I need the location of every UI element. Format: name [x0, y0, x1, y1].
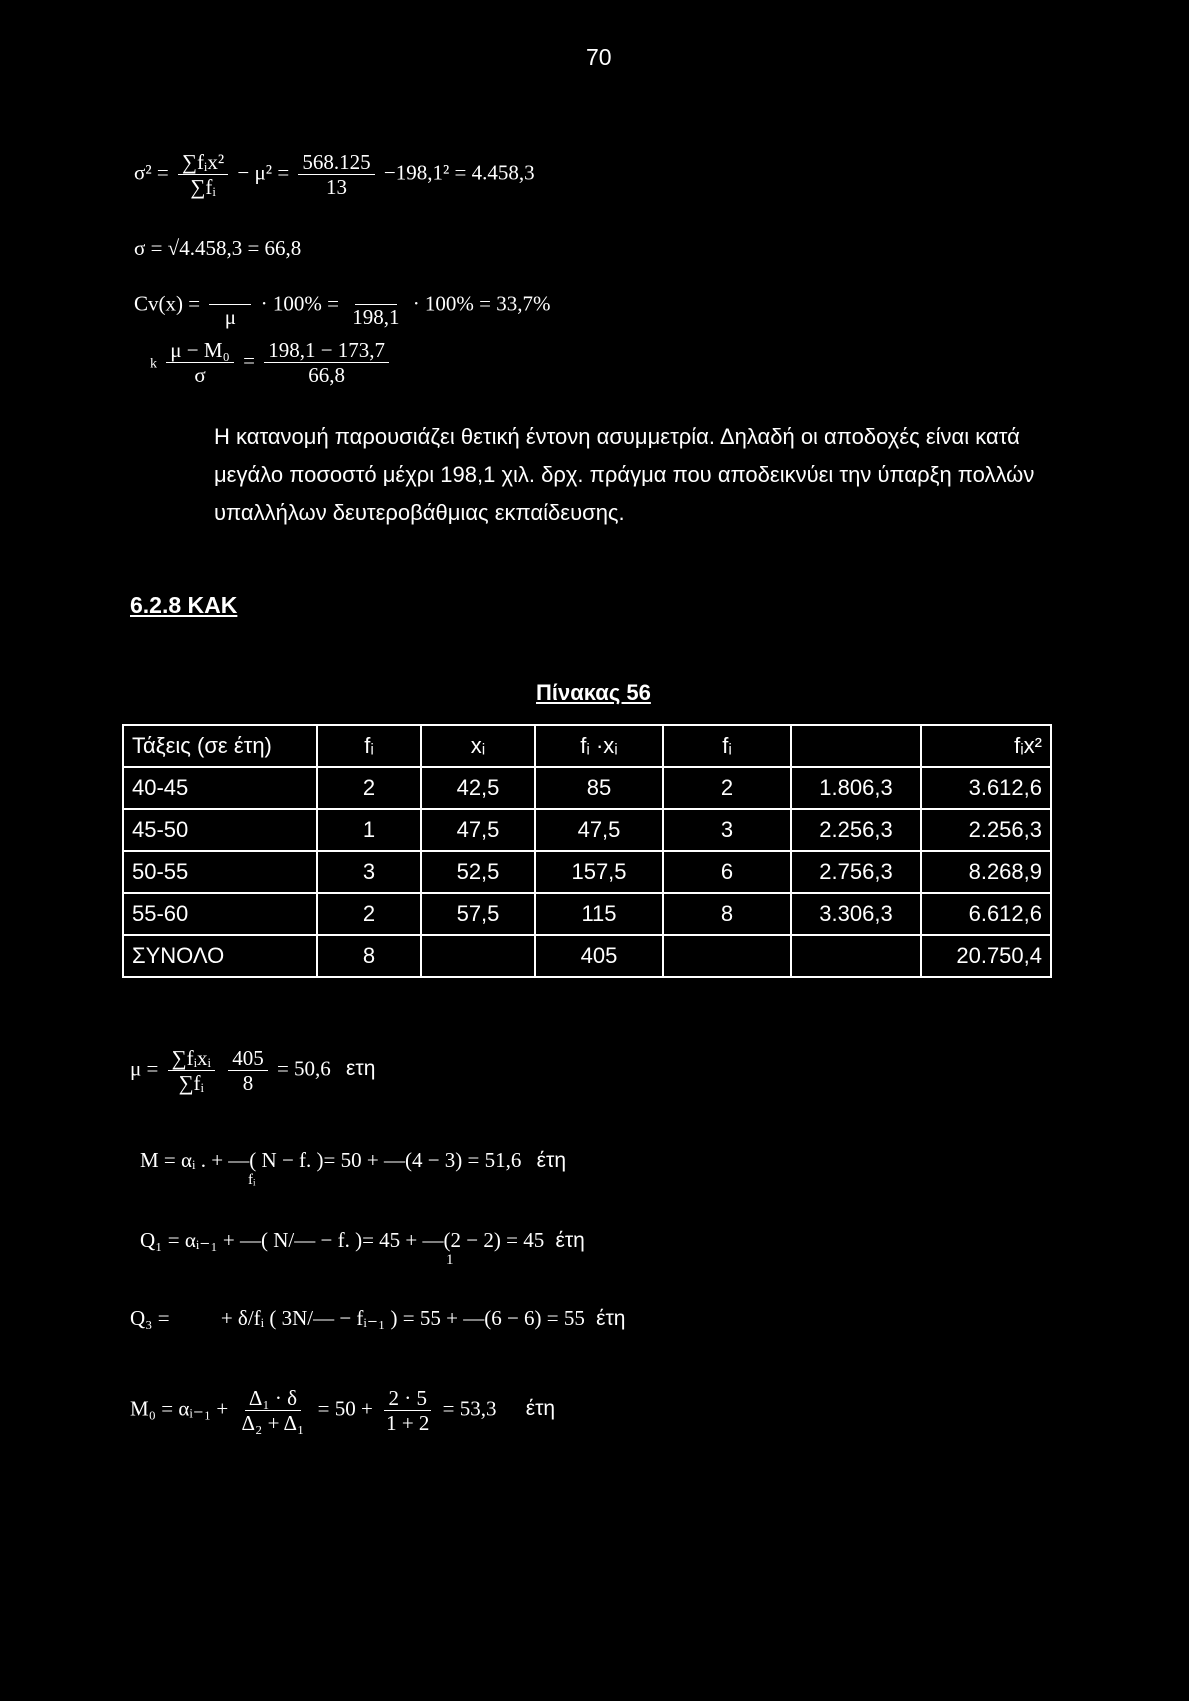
table-cell: 47,5 — [535, 809, 663, 851]
table-cell: 45-50 — [123, 809, 317, 851]
header-cell — [791, 725, 921, 767]
table-cell: 3.612,6 — [921, 767, 1051, 809]
table-cell: 3 — [317, 851, 421, 893]
variance-formula — [134, 150, 535, 199]
skew-formula — [150, 338, 393, 387]
mean-result: = 50,6 — [276, 1056, 331, 1081]
median-sub: fᵢ — [248, 1172, 256, 1188]
table-cell: 42,5 — [421, 767, 535, 809]
mode-den2: 1 + 2 — [386, 1411, 430, 1435]
mode-result: = 53,3 — [442, 1396, 497, 1421]
mean-den: 8 — [242, 1071, 254, 1095]
variance-den: 13 — [326, 175, 348, 199]
table-cell — [663, 935, 791, 977]
header-cell: fᵢ ·xᵢ — [535, 725, 663, 767]
header-cell: xᵢ — [421, 725, 535, 767]
table-cell: 2.256,3 — [921, 809, 1051, 851]
header-cell: Τάξεις (σε έτη) — [123, 725, 317, 767]
table-cell: 1 — [317, 809, 421, 851]
q1-sub: 1 — [446, 1252, 454, 1268]
median-formula — [140, 1148, 566, 1173]
table-cell: 8 — [663, 893, 791, 935]
table-cell: 55-60 — [123, 893, 317, 935]
section-heading: 6.2.8 ΚΑΚ — [130, 592, 238, 618]
header-cell: fᵢ — [663, 725, 791, 767]
table-cell: 115 — [535, 893, 663, 935]
paragraph-text: Η κατανομή παρουσιάζει θετική έντονη ασυμμετρία. Δηλαδή οι αποδοχές είναι κατά μεγάλο ποσοστό μέχρι 198,1 χιλ. δρχ. πράγμα που αποδεικνύει την ύπαρξη πολλών υπαλλήλων δευτεροβάθμιας εκπαίδευσης. — [214, 424, 1035, 525]
table-cell: 2 — [317, 893, 421, 935]
mean-num: 405 — [228, 1046, 268, 1071]
table-row — [123, 851, 1051, 893]
q3-lhs: Q₃ = — [130, 1306, 170, 1330]
table-cell: 3.306,3 — [791, 893, 921, 935]
table-header-row — [123, 725, 1051, 767]
table-cell: 2.756,3 — [791, 851, 921, 893]
mode-num2: 2 · 5 — [384, 1386, 431, 1411]
variance-sum-den: ∑fᵢ — [190, 175, 216, 199]
table-total-row — [123, 935, 1051, 977]
q1-text: Q₁ = αᵢ₋₁ + —( N/— − f. )= 45 + —(2 − 2) = 45 — [140, 1228, 545, 1252]
variance-sum-num: ∑fᵢx² — [178, 150, 228, 175]
q1-formula — [140, 1228, 585, 1253]
mode-unit: έτη — [525, 1397, 556, 1421]
skew-num1: μ − M₀ — [166, 338, 234, 363]
cv-den2: 198,1 — [352, 305, 400, 329]
table-56 — [122, 724, 1052, 978]
skew-eq: = — [243, 348, 255, 373]
table-cell: 8 — [317, 935, 421, 977]
skew-den1: σ — [194, 363, 206, 387]
table-row — [123, 893, 1051, 935]
table-cell — [791, 935, 921, 977]
skew-lhs: k — [150, 356, 157, 372]
median-unit: έτη — [536, 1149, 566, 1172]
q1-unit: έτη — [555, 1229, 585, 1252]
mode-mid: = 50 + — [317, 1396, 373, 1421]
variance-lhs: σ² = — [134, 160, 169, 185]
table-cell: 3 — [663, 809, 791, 851]
q3-text: + δ/fᵢ ( 3N/— − fᵢ₋₁ ) = 55 + —(6 − 6) = 55 — [220, 1306, 585, 1330]
table-cell: 157,5 — [535, 851, 663, 893]
cv-num-blank — [209, 282, 251, 305]
header-cell: fᵢ — [317, 725, 421, 767]
table-cell — [421, 935, 535, 977]
table-cell: 50-55 — [123, 851, 317, 893]
mean-sum-num: ∑fᵢxᵢ — [168, 1046, 215, 1071]
table-cell: 40-45 — [123, 767, 317, 809]
mode-formula — [130, 1386, 555, 1435]
q3-unit: έτη — [596, 1307, 626, 1330]
mode-den1: Δ₂ + Δ₁ — [241, 1411, 305, 1435]
table-row — [123, 809, 1051, 851]
mean-sum-den: ∑fᵢ — [178, 1071, 204, 1095]
table-row — [123, 767, 1051, 809]
skew-den2: 66,8 — [308, 363, 345, 387]
table-cell: 6.612,6 — [921, 893, 1051, 935]
table-cell: 47,5 — [421, 809, 535, 851]
table-cell: 2.256,3 — [791, 809, 921, 851]
table-cell: 20.750,4 — [921, 935, 1051, 977]
table-cell: 52,5 — [421, 851, 535, 893]
table-cell: 1.806,3 — [791, 767, 921, 809]
variance-result: −198,1² = 4.458,3 — [383, 160, 535, 185]
table-cell: 57,5 — [421, 893, 535, 935]
variance-mid: − μ² = — [237, 160, 290, 185]
header-cell: fᵢx² — [921, 725, 1051, 767]
mean-unit: ετη — [346, 1057, 376, 1081]
skew-num2: 198,1 − 173,7 — [264, 338, 389, 363]
table-cell: 405 — [535, 935, 663, 977]
table-cell: 2 — [663, 767, 791, 809]
table-cell: 8.268,9 — [921, 851, 1051, 893]
cv-lhs: Cv(x) = — [134, 291, 201, 316]
mean-lhs: μ = — [130, 1056, 159, 1081]
page-number: 70 — [586, 44, 612, 70]
cv-result: · 100% = 33,7% — [412, 291, 551, 316]
table-cell: 2 — [317, 767, 421, 809]
mode-lhs: M₀ = αᵢ₋₁ + — [130, 1396, 229, 1421]
mean-formula — [130, 1046, 375, 1095]
table-cell: 85 — [535, 767, 663, 809]
table-cell: ΣΥΝΟΛΟ — [123, 935, 317, 977]
cv-num2-blank — [355, 282, 397, 305]
table-caption: Πίνακας 56 — [536, 680, 651, 705]
cv-den1: μ — [224, 305, 236, 329]
cv-formula — [134, 282, 551, 329]
table-cell: 6 — [663, 851, 791, 893]
variance-num: 568.125 — [298, 150, 374, 175]
median-text: M = αᵢ . + —( N − f. )= 50 + —(4 − 3) = 51,6 — [140, 1148, 522, 1172]
q3-formula — [130, 1306, 625, 1331]
mode-num1: Δ₁ · δ — [245, 1386, 301, 1411]
sigma-formula: σ = √4.458,3 = 66,8 — [134, 236, 302, 260]
cv-mid: · 100% = — [260, 291, 339, 316]
